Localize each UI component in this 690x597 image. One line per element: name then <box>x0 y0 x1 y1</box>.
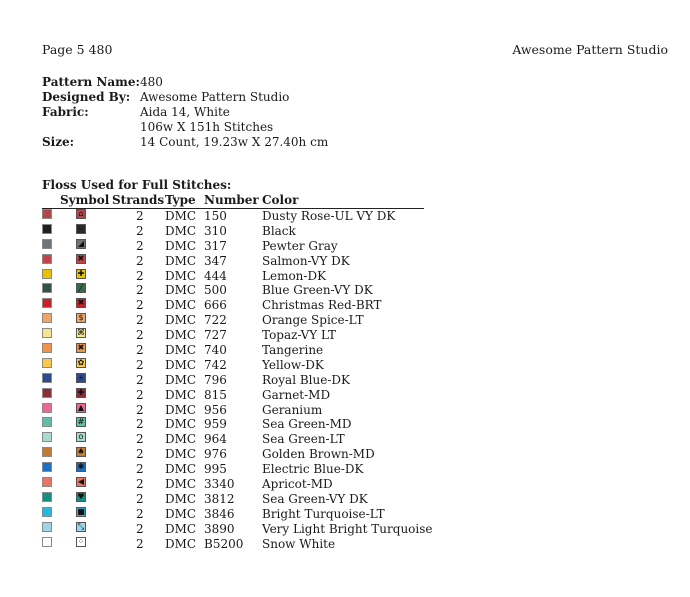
type-cell: DMC <box>165 506 197 521</box>
table-row <box>42 283 442 298</box>
number-cell: 796 <box>204 372 227 387</box>
type-cell: DMC <box>165 209 197 223</box>
table-row <box>42 447 442 462</box>
table-row <box>42 328 442 343</box>
grid-icon: # <box>77 417 85 427</box>
hash-icon: ⌘ <box>77 328 85 338</box>
color-name-cell: Blue Green-VY DK <box>262 283 373 298</box>
color-name-cell: Dusty Rose-UL VY DK <box>262 209 396 223</box>
plus-icon: + <box>77 372 85 382</box>
color-swatch <box>42 313 52 323</box>
color-name-cell: Bright Turquoise-LT <box>262 506 385 521</box>
number-cell: 3890 <box>204 521 235 536</box>
cross-icon: ✚ <box>77 387 85 397</box>
info-value: 480 <box>140 75 163 89</box>
strands-cell: 2 <box>136 238 144 253</box>
color-swatch <box>42 507 52 517</box>
number-cell: 976 <box>204 447 227 462</box>
table-row <box>42 343 442 358</box>
type-cell: DMC <box>165 283 197 298</box>
number-cell: 666 <box>204 298 227 313</box>
house-icon: ⌂ <box>76 209 86 219</box>
gear-icon: ✱ <box>77 462 85 472</box>
type-cell: DMC <box>165 357 197 372</box>
strands-cell: 2 <box>136 432 144 447</box>
circle-icon: o <box>76 432 86 442</box>
color-swatch <box>42 283 52 293</box>
dash-icon: – <box>76 224 86 234</box>
color-name-cell: Black <box>262 223 296 238</box>
color-name-cell: Pewter Gray <box>262 238 338 253</box>
arrow-left-icon: ◀ <box>77 477 85 487</box>
strands-cell: 2 <box>136 536 144 551</box>
page-label: Page 5 480 <box>42 42 113 57</box>
info-label: Size: <box>42 135 75 149</box>
number-cell: 956 <box>204 402 227 417</box>
color-name-cell: Orange Spice-LT <box>262 313 364 328</box>
strands-cell: 2 <box>136 298 144 313</box>
color-name-cell: Golden Brown-MD <box>262 447 375 462</box>
color-name-cell: Salmon-VY DK <box>262 253 350 268</box>
info-value: 106w X 151h Stitches <box>140 120 274 134</box>
number-cell: 444 <box>204 268 227 283</box>
type-cell: DMC <box>165 447 197 462</box>
info-label: Fabric: <box>42 105 89 119</box>
color-name-cell: Very Light Bright Turquoise <box>262 521 433 536</box>
type-cell: DMC <box>165 268 197 283</box>
number-cell: 347 <box>204 253 227 268</box>
table-row <box>42 209 442 224</box>
type-cell: DMC <box>165 313 197 328</box>
heart-icon: ♥ <box>77 491 85 501</box>
number-cell: 742 <box>204 357 227 372</box>
color-name-cell: Snow White <box>262 536 336 551</box>
column-header-strands: Strands <box>112 193 165 207</box>
info-value: Awesome Pattern Studio <box>140 90 290 104</box>
color-swatch <box>42 403 52 413</box>
diagonal-icon: ◢ <box>77 238 85 248</box>
color-swatch <box>42 298 52 308</box>
arrow-up-icon: ▲ <box>77 402 85 412</box>
x-icon: ✖ <box>77 343 85 353</box>
studio-name: Awesome Pattern Studio <box>512 42 668 57</box>
type-cell: DMC <box>165 372 197 387</box>
table-row <box>42 417 442 432</box>
strands-cell: 2 <box>136 357 144 372</box>
type-cell: DMC <box>165 343 197 358</box>
table-row <box>42 239 442 254</box>
table-row <box>42 403 442 418</box>
color-swatch <box>42 477 52 487</box>
type-cell: DMC <box>165 521 197 536</box>
color-name-cell: Apricot-MD <box>262 477 333 492</box>
info-value: Aida 14, White <box>140 105 230 119</box>
x-icon: ✖ <box>77 298 85 308</box>
dollar-icon: $ <box>76 313 86 323</box>
strands-cell: 2 <box>136 521 144 536</box>
table-row <box>42 492 442 507</box>
strands-cell: 2 <box>136 447 144 462</box>
table-row <box>42 537 442 552</box>
color-name-cell: Topaz-VY LT <box>262 328 337 343</box>
color-swatch <box>42 388 52 398</box>
strands-cell: 2 <box>136 417 144 432</box>
number-cell: 3812 <box>204 491 235 506</box>
color-name-cell: Christmas Red-BRT <box>262 298 382 313</box>
color-name-cell: Royal Blue-DK <box>262 372 350 387</box>
color-name-cell: Tangerine <box>262 343 324 358</box>
number-cell: 500 <box>204 283 227 298</box>
info-row-fabric <box>42 105 328 120</box>
number-cell: B5200 <box>204 536 244 551</box>
table-row <box>42 254 442 269</box>
type-cell: DMC <box>165 417 197 432</box>
info-label: Pattern Name: <box>42 75 140 89</box>
strands-cell: 2 <box>136 313 144 328</box>
table-row <box>42 432 442 447</box>
info-label: Designed By: <box>42 90 131 104</box>
strands-cell: 2 <box>136 372 144 387</box>
dots-icon: ⁘ <box>77 536 85 546</box>
number-cell: 815 <box>204 387 227 402</box>
color-swatch <box>42 269 52 279</box>
strands-cell: 2 <box>136 491 144 506</box>
type-cell: DMC <box>165 432 197 447</box>
type-cell: DMC <box>165 536 197 551</box>
number-cell: 959 <box>204 417 227 432</box>
floss-section-title: Floss Used for Full Stitches: <box>42 178 232 192</box>
floss-table-header <box>42 193 424 209</box>
table-row <box>42 373 442 388</box>
info-label <box>42 120 140 135</box>
type-cell: DMC <box>165 477 197 492</box>
table-row <box>42 269 442 284</box>
strands-cell: 2 <box>136 402 144 417</box>
strands-cell: 2 <box>136 462 144 477</box>
color-swatch <box>42 447 52 457</box>
color-swatch <box>42 522 52 532</box>
pattern-info <box>42 75 328 150</box>
number-cell: 3340 <box>204 477 235 492</box>
color-swatch <box>42 462 52 472</box>
color-name-cell: Garnet-MD <box>262 387 331 402</box>
floss-table-body <box>42 209 442 551</box>
color-swatch <box>42 417 52 427</box>
strands-cell: 2 <box>136 328 144 343</box>
strands-cell: 2 <box>136 209 144 223</box>
x-icon: ✖ <box>77 253 85 263</box>
table-row <box>42 298 442 313</box>
type-cell: DMC <box>165 238 197 253</box>
strands-cell: 2 <box>136 223 144 238</box>
column-header-number: Number <box>204 193 259 207</box>
color-name-cell: Sea Green-LT <box>262 432 345 447</box>
color-name-cell: Geranium <box>262 402 323 417</box>
column-header-type: Type <box>165 193 196 207</box>
color-swatch <box>42 209 52 219</box>
type-cell: DMC <box>165 328 197 343</box>
column-header-color: Color <box>262 193 299 207</box>
info-row-size <box>42 135 328 150</box>
number-cell: 3846 <box>204 506 235 521</box>
number-cell: 722 <box>204 313 227 328</box>
table-row <box>42 462 442 477</box>
strands-cell: 2 <box>136 477 144 492</box>
table-row <box>42 388 442 403</box>
color-name-cell: Electric Blue-DK <box>262 462 364 477</box>
type-cell: DMC <box>165 253 197 268</box>
color-swatch <box>42 224 52 234</box>
type-cell: DMC <box>165 402 197 417</box>
color-swatch <box>42 432 52 442</box>
color-swatch <box>42 537 52 547</box>
flower-icon: ✿ <box>77 357 85 367</box>
color-swatch <box>42 254 52 264</box>
number-cell: 995 <box>204 462 227 477</box>
info-row-stitches <box>42 120 328 135</box>
color-name-cell: Sea Green-VY DK <box>262 491 368 506</box>
color-swatch <box>42 492 52 502</box>
diagonal-arrows-icon: ⤡ <box>77 521 85 531</box>
number-cell: 727 <box>204 328 227 343</box>
strands-cell: 2 <box>136 268 144 283</box>
strands-cell: 2 <box>136 506 144 521</box>
type-cell: DMC <box>165 223 197 238</box>
color-name-cell: Yellow-DK <box>262 357 324 372</box>
number-cell: 150 <box>204 209 227 223</box>
info-row-pattern-name <box>42 75 328 90</box>
spade-icon: ♠ <box>77 447 85 457</box>
table-row <box>42 507 442 522</box>
number-cell: 310 <box>204 223 227 238</box>
strands-cell: 2 <box>136 253 144 268</box>
color-swatch <box>42 343 52 353</box>
color-swatch <box>42 373 52 383</box>
type-cell: DMC <box>165 387 197 402</box>
table-row <box>42 358 442 373</box>
number-cell: 964 <box>204 432 227 447</box>
info-row-designed-by <box>42 90 328 105</box>
number-cell: 740 <box>204 343 227 358</box>
color-swatch <box>42 239 52 249</box>
type-cell: DMC <box>165 462 197 477</box>
strands-cell: 2 <box>136 387 144 402</box>
table-row <box>42 522 442 537</box>
table-row <box>42 313 442 328</box>
color-name-cell: Lemon-DK <box>262 268 327 283</box>
color-name-cell: Sea Green-MD <box>262 417 352 432</box>
number-cell: 317 <box>204 238 227 253</box>
table-row <box>42 477 442 492</box>
cross-icon: ✚ <box>77 268 85 278</box>
table-row <box>42 224 442 239</box>
square-icon: ■ <box>77 506 85 516</box>
type-cell: DMC <box>165 298 197 313</box>
strands-cell: 2 <box>136 343 144 358</box>
color-swatch <box>42 328 52 338</box>
strands-cell: 2 <box>136 283 144 298</box>
info-value: 14 Count, 19.23w X 27.40h cm <box>140 135 329 149</box>
slash-icon: ╱ <box>76 283 86 293</box>
column-header-symbol: Symbol <box>60 193 110 207</box>
type-cell: DMC <box>165 491 197 506</box>
color-swatch <box>42 358 52 368</box>
